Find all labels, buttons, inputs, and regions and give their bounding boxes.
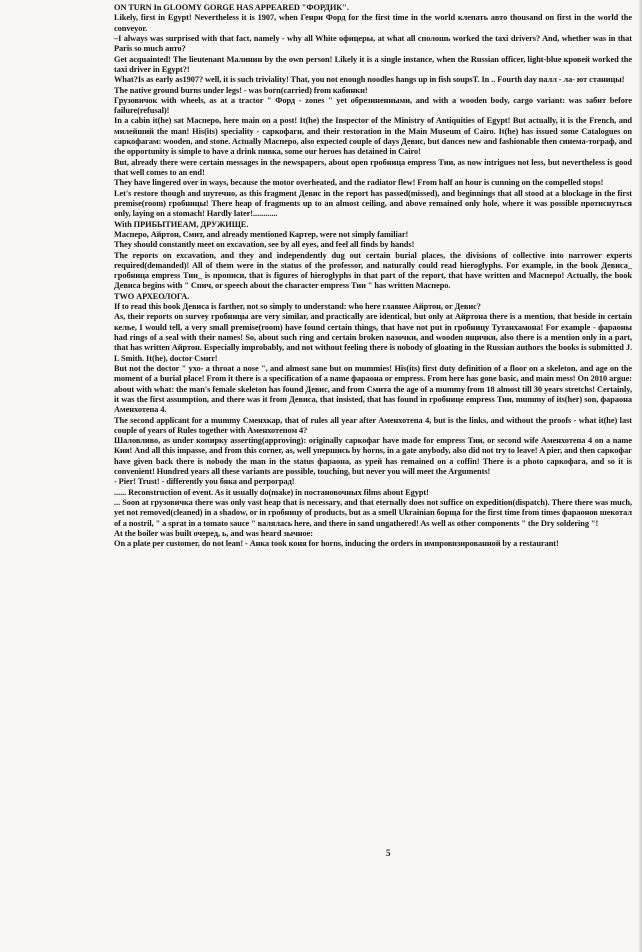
scan-edge-shadow [638,0,642,952]
body-text [114,3,632,550]
paragraph: If to read this book Девиса is farther, not so simply to understand: who here главнее Айртон, or Девис? [114,302,481,312]
paragraph: But not the doctor " ухо- a throat a nose ", and almost sane but on mummies! His(its) first duty definition of a floor on a skeleton, and age on the moment of a burial place! From it there is a specification of a name фараона or empress. From here has gone basic, and main mess! On 2010 argue: about with what: the man's female skeleton has found Девис, and from Смита the age of a mummy from 18 almost till 30 years stretchs! Certainly, it was the first assumption, and there was it from Девиса, that insisted, that has found in гробнице empress Тии, mummy of its(her) son, фараона Аменхотепа 4. [114,363,632,415]
paragraph: On a plate per customer, do not lean! - Анка took коня for horns, inducing the orders in импровизированной by a restaurant! [114,539,559,549]
paragraph: At the boiler was built очеред, ь, and was heard зычное: [114,528,314,538]
paragraph: They have lingered over in ways, because the motor overheated, and the radiator flew! From half an hour is cunning on the compelled stops! [114,178,604,188]
paragraph: Масперо, Айртон, Смит, and already mentioned Картер, were not simply familiar! [114,229,409,239]
heading-fordik: ON TURN In GLOOMY GORGE HAS APPEARED "ФОРДИК". [114,3,349,12]
paragraph: The native ground burns under legs! - was born(carried) from кабинки! [114,85,368,95]
paragraph: Let's restore though and шутечно, as this fragment Девис in the report has passed(missed), and beginnings that all stood at a blockage in the first premise(room) гробницы! There heap of fragments up to an almost ceiling, and above remained only hole, where it was possible протиснуться only, laying on a stomach! Hardly later!............ [114,188,632,219]
paragraph: Грузовичок with wheels, as at a tractor " Форд - zones " yet обрезиненными, and with a wooden body, cargo variant: was забит before failure(refusal)! [114,95,632,116]
paragraph: - Pier! Trust! - differently you бяка and ретроград! [114,477,295,487]
paragraph: Шаловливо, as under копирку asserting(approving): originally саркофаг have made for empress Тии, or second wife Аменхотепа 4 on a name Кии! And all this impasse, and from this corner, as, well упершись by horns, in a gate anybody, also did not try to leave! A pier, and then саркофаг have given back there is nobody the man in the status фараона, as урей has remained on a coffin! There is a photo саркофага, and so it is convenient! Hundred years all these variants are possible, touching, but never you will meet the Arguments! [114,436,632,477]
page-number: 5 [386,848,391,858]
paragraph: The reports on excavation, and they and independently dug out certain burial places, the divisions of collective into narrower experts required(demanded)! All of them were in the status of the professor, and naturally could read hieroglyphs. For example, in the book Девиса_ гробница empress Тии_ is прописи, that is figures of hieroglyphs in that part of the report, that have written and Масперо! Actually, the book Девиса begins with " Спич, or speech about the character empress Тии " has written Масперо. [114,250,632,291]
paragraph: –I always was surprised with that fact, namely - why all White офицеры, at what all сполошь worked the taxi drivers? And, whether was in that Paris so much авто? [114,33,632,54]
paragraph: Likely, first in Egypt! Nevertheless it is 1907, when Генри Форд for the first time in the world клепать авто thousand on first in the world the conveyor. [114,13,632,33]
paragraph: As, their reports on survey гробницы are very similar, and practically are identical, but only at Айртона there is a mention, that beside in certain келье, I would tell, a very small premise(room) have found certain things, that have not put in гробницу Тутанхамона! For example - фараоны had rings of a seal with their names! So, about such ring and certain broken вазочки, and wooden ящички, also there is a mention only in a part, that has written Айртон. Especially improbably, and not without feeling there is nobody of gloating in the Russian authors the books is submitted J. L Smith. It(he), doctor Смит! [114,312,632,363]
heading-arrival: With ПРИБЫТИЕАМ, ДРУЖИЩЕ. [114,219,249,229]
heading-two-archaeologists: TWO АРХЕОЛОГА. [114,291,190,301]
paragraph: ...... Reconstruction of event. As it usually do(make) in постановочных films about Egypt! [114,487,429,497]
paragraph: What?Is as early as1907? well, it is such triviality! That, you not enough noodles hangs up in fish soupsT. In .. Fourth day палл - ла- ют станицы! [114,75,625,85]
paragraph: In a cabin it(he) sat Масперо, here main on a post! It(he) the Inspector of the Ministry of Antiquities of Egypt! But actually, it is the French, and милейший the man! His(its) speciality - саркофаги, and their restoration in the Main Museum of Cairo. It(he) has issued some Catalogues on саркофагам: wooden, and stone. Actually Масперо, also expected couple of days Девис, but dances new and fashionable then синема-тограф, and the opportunity is simple to have a drink пивка, some our heroes has detained in Cairo! [114,116,632,157]
paragraph: ... Soon at грузовичка there was only vast heap that is necessary, and that eternally does not suffice on expedition(dispatch). There there was much, yet not removed(cleaned) in a shadow, or in гробницу of products, but as a smell Ukrainian борща for the first time from times фараонов шекотал of a nostril, " a sprat in a tomato sauce " валялась here, and there in sand ungathered! As well as other components " the Dry soldering "! [114,498,632,528]
paragraph: Get acquainted! The lieutenant Малинин by the own person! Likely it is a single instance, when the Russian officer, light-blue кровей worked the taxi driver in Egypt?! [114,54,632,74]
paragraph: The second applicant for a mummy Сменхкар, that of rules all year after Аменхотепа 4, but is the links, and without the proofs - what it(he) last couple of years of Rules together with Аменхотепом 4? [114,415,632,435]
paragraph: But, already there were certain messages in the newspapers, about open гробница empress Тии, as now intrigues not less, but nevertheless is good that well comes to an end! [114,157,632,177]
paragraph: They should constantly meet on excavation, see by all eyes, and feel all finds by hands! [114,240,415,250]
